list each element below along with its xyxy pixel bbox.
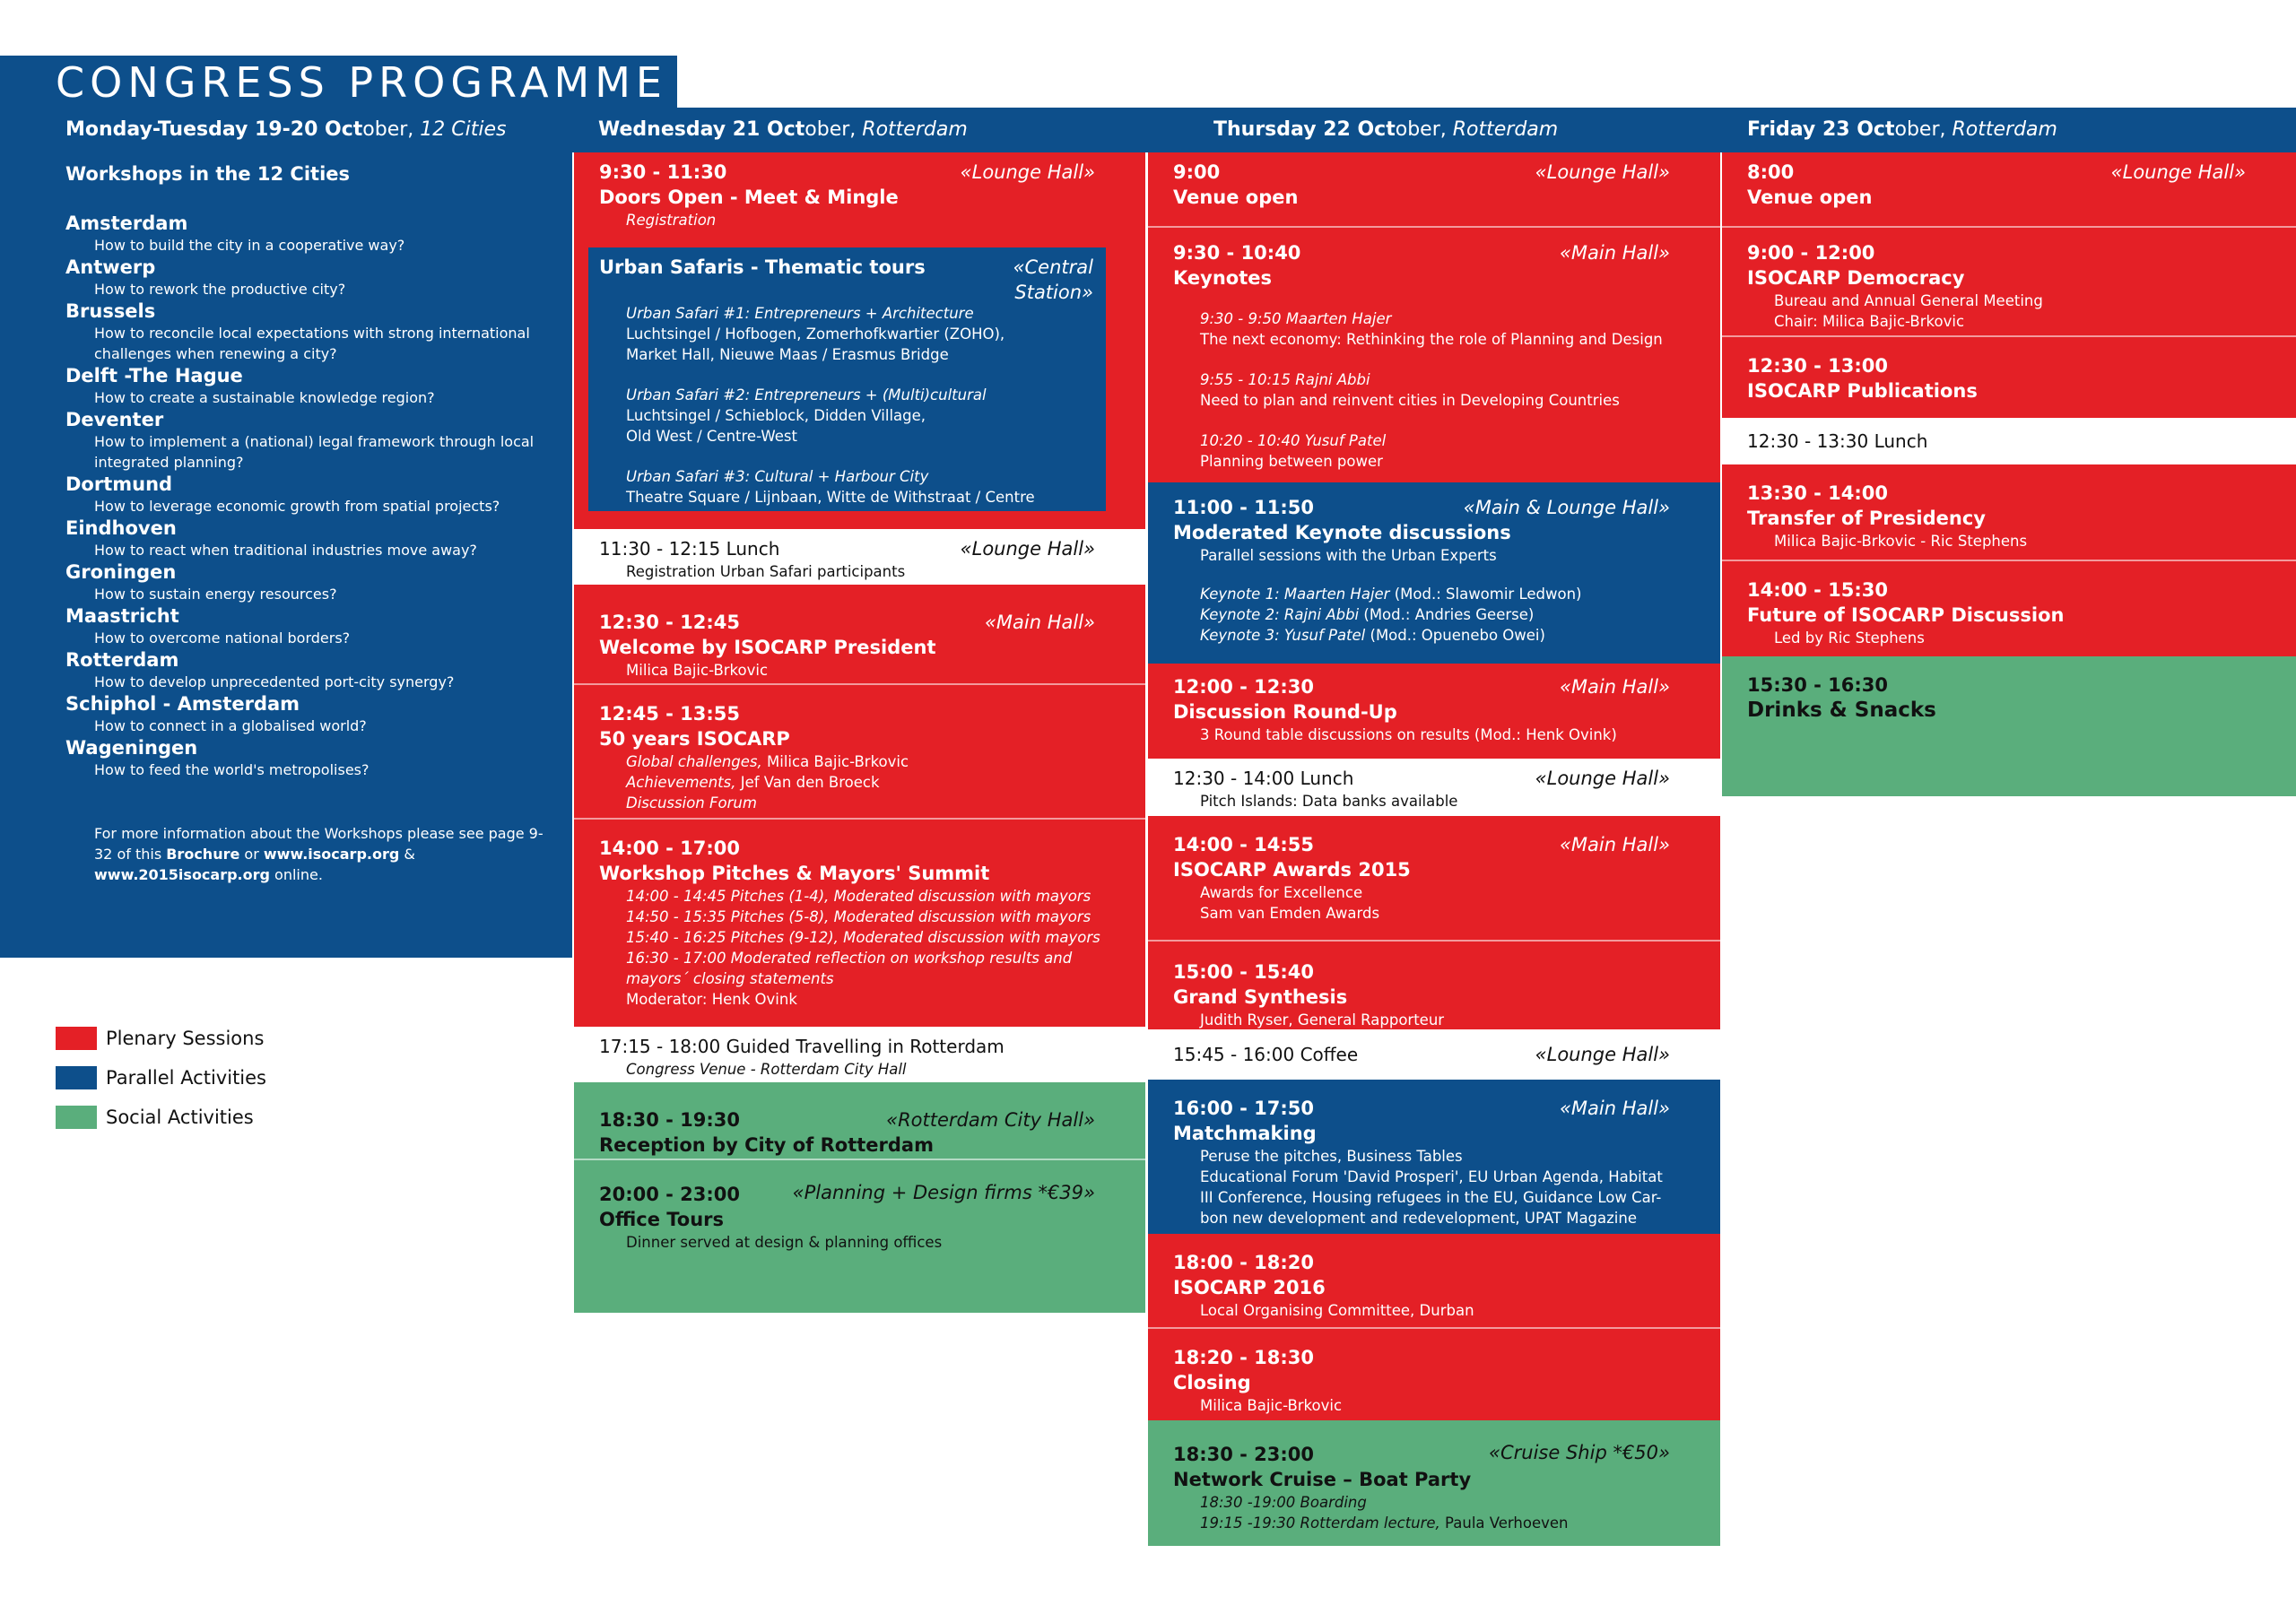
wed-office-tours xyxy=(574,1159,1145,1313)
workshop-city-question: How to overcome national borders? xyxy=(94,629,351,647)
page-title: CONGRESS PROGRAMME xyxy=(56,58,667,107)
session-time: 12:30 - 12:45 xyxy=(599,612,741,633)
session-location: «Lounge Hall» xyxy=(1535,768,1670,789)
workshop-city-name: Dortmund xyxy=(65,473,173,495)
fri-democracy: 9:00 - 12:00 ISOCARP Democracy Bureau and Annual General Meeting Chair: Milica Bajic-Brkovic xyxy=(1722,226,2296,335)
session-sub: Pitch Islands: Data banks available xyxy=(1200,793,1458,810)
wed-doors-open xyxy=(574,152,1145,251)
session-title: Workshop Pitches & Mayors' Summit xyxy=(599,863,990,884)
session-time: 14:00 - 15:30 xyxy=(1747,579,1889,601)
session-time: 8:00 xyxy=(1747,161,1795,183)
session-sub: Registration Urban Safari participants xyxy=(626,563,906,580)
session-time: 12:45 - 13:55 xyxy=(599,703,741,725)
session-time: 16:00 - 17:50 xyxy=(1173,1098,1315,1119)
session-title: Grand Synthesis xyxy=(1173,986,1348,1008)
legend xyxy=(56,1026,266,1130)
workshop-city-name: Rotterdam xyxy=(65,649,179,671)
session-title: Moderated Keynote discussions xyxy=(1173,522,1511,543)
session-title: Closing xyxy=(1173,1372,1251,1393)
session-title: ISOCARP 2016 xyxy=(1173,1277,1326,1298)
session-title: Network Cruise – Boat Party xyxy=(1173,1469,1472,1490)
legend-label: Plenary Sessions xyxy=(106,1028,265,1049)
workshop-city-question: How to create a sustainable knowledge region? xyxy=(94,389,435,406)
legend-swatch-parallel xyxy=(56,1066,97,1089)
wed-workshop-pitches: 14:00 - 17:00 Workshop Pitches & Mayors' Summit 14:00 - 14:45 Pitches (1-4), Moderated discussion with mayors 14:50 - 15:35 Pitches (5-8), Moderated discussion with mayors 15:40 - 16:25 Pitches (9-12), Moderated discussion with mayors 16:30 - 17:00 Moderated reflection on workshop results and mayors´ closing statements Moderator: Henk Ovink xyxy=(574,818,1145,1027)
workshop-city-name: Amsterdam xyxy=(65,213,188,234)
day-label-thu: Thursday 22 October, Rotterdam xyxy=(1213,118,1559,141)
session-title: Venue open xyxy=(1173,187,1299,208)
session-time: 9:00 - 12:00 xyxy=(1747,242,1875,264)
workshop-city-list xyxy=(65,212,554,780)
session-location: «Lounge Hall» xyxy=(960,538,1095,560)
session-time: 15:30 - 16:30 xyxy=(1747,674,1889,696)
safari-3-route: Theatre Square / Lijnbaan, Witte de Withstraat / Centre xyxy=(626,489,1035,506)
workshop-city-name: Groningen xyxy=(65,561,177,583)
workshop-city-question: How to connect in a globalised world? xyxy=(94,717,367,734)
day-label-wed: Wednesday 21 October, Rotterdam xyxy=(598,118,968,141)
wed-guided-travelling xyxy=(574,1027,1145,1082)
legend-label: Parallel Activities xyxy=(106,1067,266,1089)
workshop-city-name: Wageningen xyxy=(65,737,198,759)
fri-publications xyxy=(1722,335,2296,418)
thu-grand-synthesis xyxy=(1148,940,1720,1029)
workshop-city-question: How to reconcile local expectations with strong international challenges when renewing a city? xyxy=(94,325,530,362)
session-time: 18:30 - 19:30 xyxy=(599,1109,741,1131)
workshop-city-name: Brussels xyxy=(65,300,156,322)
session-location: «Lounge Hall» xyxy=(2110,161,2246,183)
session-location: «Rotterdam City Hall» xyxy=(886,1109,1095,1131)
thu-moderated-keynotes: 11:00 - 11:50 Moderated Keynote discussions Parallel sessions with the Urban Experts «Main & Lounge Hall» Keynote 1: Maarten Hajer (Mod.: Slawomir Ledwon) Keynote 2: Rajni Abbi (Mod.: Andries Geerse) Keynote 3: Yusuf Patel (Mod.: Opuenebo Owei) xyxy=(1148,482,1720,664)
session-location: «Main Hall» xyxy=(984,612,1095,633)
session-time: 11:00 - 11:50 xyxy=(1173,497,1315,518)
session-location: «Planning + Design firms *€39» xyxy=(792,1182,1095,1203)
legend-swatch-plenary xyxy=(56,1027,97,1050)
workshop-city-name: Eindhoven xyxy=(65,517,177,539)
session-title: Welcome by ISOCARP President xyxy=(599,637,936,658)
session-time: 14:00 - 17:00 xyxy=(599,838,741,859)
session-sub: Milica Bajic-Brkovic - Ric Stephens xyxy=(1774,533,2028,550)
session-sub: Judith Ryser, General Rapporteur xyxy=(1200,1011,1445,1028)
session-time: 9:00 xyxy=(1173,161,1221,183)
workshop-city-question: How to leverage economic growth from spatial projects? xyxy=(94,498,500,515)
workshop-city-question: How to react when traditional industries move away? xyxy=(94,542,477,559)
session-title: ISOCARP Awards 2015 xyxy=(1173,859,1411,881)
thu-round-up xyxy=(1148,664,1720,759)
workshops-more-info: For more information about the Workshops please see page 9-32 of this Brochure or www.isocarp.org & www.2015isocarp.org online. xyxy=(94,825,544,883)
thu-isocarp-2016 xyxy=(1148,1234,1720,1327)
day-label-fri: Friday 23 October, Rotterdam xyxy=(1747,118,2057,141)
fri-future-discussion xyxy=(1722,560,2296,656)
session-location: «Cruise Ship *€50» xyxy=(1489,1442,1670,1463)
session-title: ISOCARP Democracy xyxy=(1747,267,1965,289)
session-location: «Central Station» xyxy=(1013,256,1093,303)
session-time: 14:00 - 14:55 xyxy=(1173,834,1315,855)
session-title: Doors Open - Meet & Mingle xyxy=(599,187,899,208)
session-title: Urban Safaris - Thematic tours xyxy=(599,256,926,278)
workshop-city-question: How to rework the productive city? xyxy=(94,281,346,298)
session-time: 20:00 - 23:00 xyxy=(599,1184,741,1205)
session-location: «Main Hall» xyxy=(1559,1098,1670,1119)
session-title: Reception by City of Rotterdam xyxy=(599,1134,934,1156)
session-location: «Lounge Hall» xyxy=(960,161,1095,183)
safari-1-title: Urban Safari #1: Entrepreneurs + Architecture xyxy=(626,305,974,322)
safari-2-title: Urban Safari #2: Entrepreneurs + (Multi)cultural xyxy=(626,386,987,404)
workshop-city-name: Maastricht xyxy=(65,605,179,627)
legend-item-parallel xyxy=(56,1065,266,1090)
workshop-city-question: How to develop unprecedented port-city synergy? xyxy=(94,673,455,690)
session-sub: Dinner served at design & planning offices xyxy=(626,1234,943,1251)
session-title: Office Tours xyxy=(599,1209,725,1230)
session-title: Matchmaking xyxy=(1173,1123,1317,1144)
session-title: 50 years ISOCARP xyxy=(599,728,790,750)
session-location: «Main Hall» xyxy=(1559,676,1670,698)
fri-drinks-snacks xyxy=(1722,656,2296,796)
wed-welcome xyxy=(574,585,1145,683)
session-sub: Local Organising Committee, Durban xyxy=(1200,1302,1474,1319)
session-location: «Main Hall» xyxy=(1559,834,1670,855)
session-sub: Led by Ric Stephens xyxy=(1774,629,1925,647)
thu-keynotes: 9:30 - 10:40 Keynotes «Main Hall» 9:30 - 9:50 Maarten Hajer The next economy: Rethinking the role of Planning and Design 9:55 - 10:15 Rajni Abbi Need to plan and reinvent cities in Developing Countries 10:20 - 10:40 Yusuf Patel Planning between power xyxy=(1148,226,1720,482)
workshops-title: Workshops in the 12 Cities xyxy=(65,163,351,185)
session-time: 12:00 - 12:30 xyxy=(1173,676,1315,698)
workshops-panel xyxy=(0,152,572,958)
thu-lunch xyxy=(1148,759,1720,816)
safari-2-route: Old West / Centre-West xyxy=(626,428,797,445)
fri-transfer-presidency xyxy=(1722,464,2296,560)
safari-3-title: Urban Safari #3: Cultural + Harbour City xyxy=(626,468,929,485)
session-time: 18:00 - 18:20 xyxy=(1173,1252,1315,1273)
thu-awards: 14:00 - 14:55 ISOCARP Awards 2015 Awards for Excellence Sam van Emden Awards «Main Hall» xyxy=(1148,816,1720,940)
session-time: 12:30 - 14:00 Lunch xyxy=(1173,768,1354,789)
session-time: 12:30 - 13:00 xyxy=(1747,355,1889,377)
thu-coffee xyxy=(1148,1029,1720,1080)
wed-urban-safaris xyxy=(588,247,1106,511)
session-time: 13:30 - 14:00 xyxy=(1747,482,1889,504)
session-time: 9:30 - 10:40 xyxy=(1173,242,1301,264)
session-location: «Lounge Hall» xyxy=(1535,161,1670,183)
workshop-city-question: How to implement a (national) legal framework through local integrated planning? xyxy=(94,433,535,471)
legend-label: Social Activities xyxy=(106,1107,254,1128)
session-location: «Main Hall» xyxy=(1559,242,1670,264)
thu-venue-open xyxy=(1148,152,1720,226)
session-title: ISOCARP Publications xyxy=(1747,380,1978,402)
session-time: 15:00 - 15:40 xyxy=(1173,961,1315,983)
session-title: Future of ISOCARP Discussion xyxy=(1747,604,2065,626)
thu-closing xyxy=(1148,1327,1720,1420)
legend-swatch-social xyxy=(56,1106,97,1129)
session-time: 18:30 - 23:00 xyxy=(1173,1444,1315,1465)
session-time: 11:30 - 12:15 Lunch xyxy=(599,538,780,560)
session-sub: Milica Bajic-Brkovic xyxy=(1200,1397,1343,1414)
session-sub: Milica Bajic-Brkovic xyxy=(626,662,769,679)
session-sub: Parallel sessions with the Urban Experts xyxy=(1200,547,1497,564)
workshop-city-name: Antwerp xyxy=(65,256,156,278)
session-time: 9:30 - 11:30 xyxy=(599,161,727,183)
safari-1-route: Luchtsingel / Hofbogen, Zomerhofkwartier (ZOHO), xyxy=(626,325,1005,343)
workshop-city-name: Delft -The Hague xyxy=(65,365,243,386)
wed-reception xyxy=(574,1082,1145,1159)
day-header-bar xyxy=(0,108,2296,152)
thu-network-cruise: 18:30 - 23:00 Network Cruise – Boat Party 18:30 -19:00 Boarding 19:15 -19:30 Rotterdam lecture, Paula Verhoeven «Cruise Ship *€50» xyxy=(1148,1420,1720,1546)
session-sub: Registration xyxy=(626,212,717,229)
session-title: Keynotes xyxy=(1173,267,1272,289)
session-location: «Lounge Hall» xyxy=(1535,1044,1670,1065)
workshop-city-question: How to build the city in a cooperative way? xyxy=(94,237,405,254)
session-title: Drinks & Snacks xyxy=(1747,699,1936,722)
session-time: 15:45 - 16:00 Coffee xyxy=(1173,1044,1359,1065)
fri-venue-open xyxy=(1722,152,2296,226)
session-title: Discussion Round-Up xyxy=(1173,701,1397,723)
session-sub: Congress Venue - Rotterdam City Hall xyxy=(626,1061,907,1078)
workshop-city-question: How to sustain energy resources? xyxy=(94,586,337,603)
legend-item-plenary xyxy=(56,1026,266,1051)
day-label-mon-tue: Monday-Tuesday 19-20 October, 12 Cities xyxy=(65,118,507,141)
workshop-city-question: How to feed the world's metropolises? xyxy=(94,761,370,778)
session-location: «Main & Lounge Hall» xyxy=(1463,497,1670,518)
safari-2-route: Luchtsingel / Schieblock, Didden Village, xyxy=(626,407,926,424)
session-title: Transfer of Presidency xyxy=(1747,508,1986,529)
fri-lunch xyxy=(1722,418,2296,464)
workshop-city-name: Deventer xyxy=(65,409,164,430)
safari-1-route: Market Hall, Nieuwe Maas / Erasmus Bridge xyxy=(626,346,949,363)
session-title: Venue open xyxy=(1747,187,1873,208)
workshop-city-name: Schiphol - Amsterdam xyxy=(65,693,300,715)
wed-lunch xyxy=(574,529,1145,585)
session-time: 12:30 - 13:30 Lunch xyxy=(1747,430,1928,452)
session-sub: 3 Round table discussions on results (Mod.: Henk Ovink) xyxy=(1200,726,1617,743)
wed-50-years: 12:45 - 13:55 50 years ISOCARP Global challenges, Milica Bajic-Brkovic Achievements, Jef Van den Broeck Discussion Forum xyxy=(574,683,1145,818)
thu-matchmaking: 16:00 - 17:50 Matchmaking Peruse the pitches, Business Tables Educational Forum 'David Prosperi', EU Urban Agenda, Habitat III Conference, Housing refugees in the EU, Guidance Low Car- bon new development and redevelopment, UPAT Magazine «Main Hall» xyxy=(1148,1080,1720,1234)
session-time: 17:15 - 18:00 Guided Travelling in Rotterdam xyxy=(599,1036,1004,1057)
session-time: 18:20 - 18:30 xyxy=(1173,1347,1315,1368)
legend-item-social xyxy=(56,1105,266,1130)
